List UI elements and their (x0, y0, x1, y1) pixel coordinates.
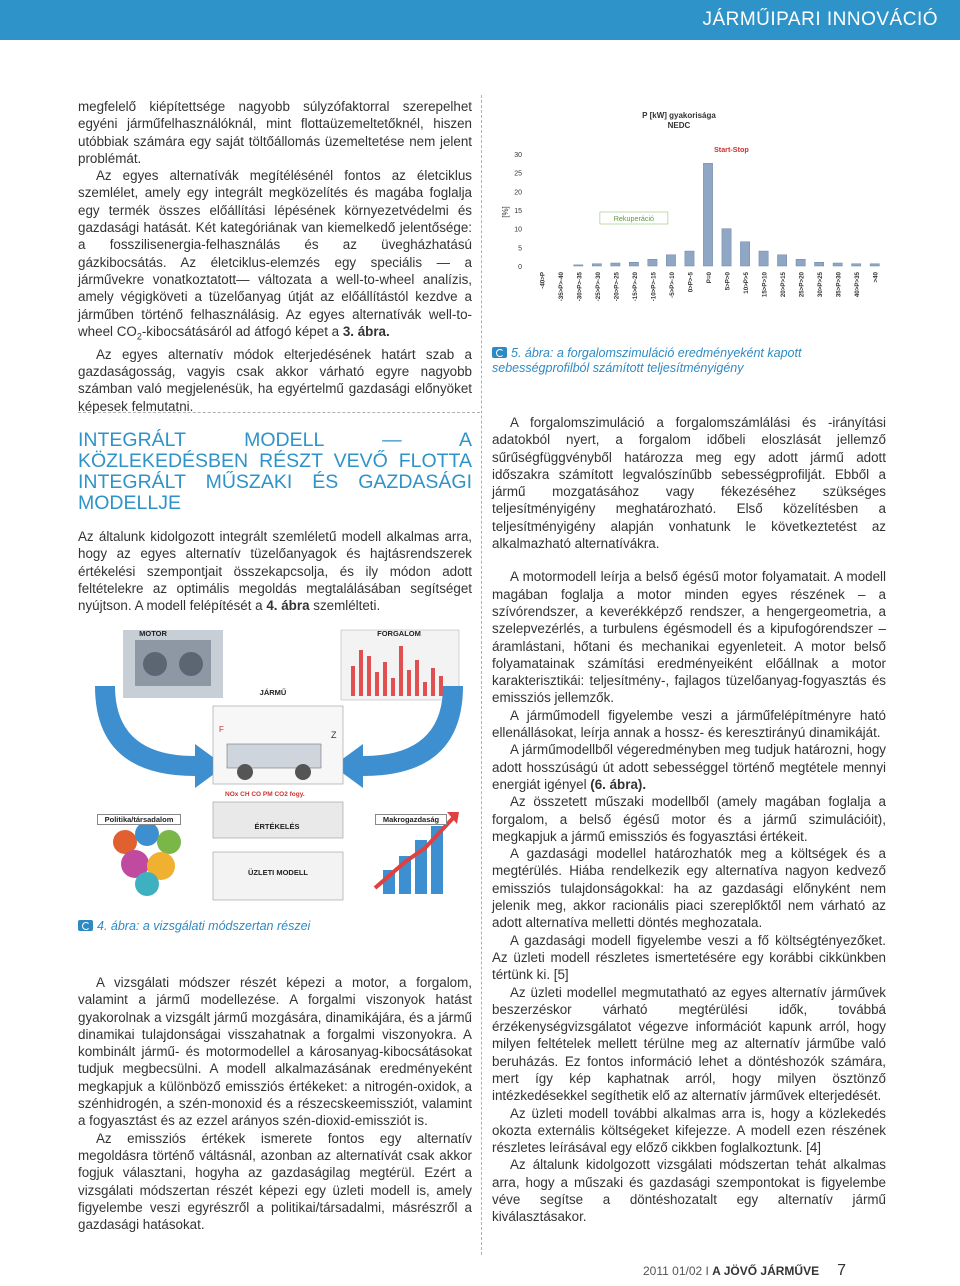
chart-bar (852, 264, 861, 266)
section-title: JÁRMŰIPARI INNOVÁCIÓ (702, 9, 938, 30)
y-tick-label: 30 (514, 152, 522, 159)
x-tick-label: 15>P>10 (761, 272, 769, 298)
x-tick-label: 30>P>25 (817, 272, 825, 298)
x-tick-label: -5>P>-10 (668, 272, 676, 298)
x-tick-label: 5>P>0 (724, 272, 732, 291)
x-tick-label: -20>P>-25 (613, 272, 621, 302)
y-tick-label: 25 (514, 170, 522, 178)
annotation-recuperation: Rekuperáció (613, 214, 655, 223)
figure-4 (95, 626, 463, 910)
chart-bar (796, 259, 805, 266)
emission-labels: NOx CH CO PM CO2 fogy. (225, 791, 305, 798)
left-paragraph-5: A vizsgálati módszer részét képezi a motor, a forgalom, valamint a jármű modellezése. A forgalmi viszonyok hatást gyakorolnak a vizsgált jármű mozgására, dinamikájára, és a jármű dinamikai tulajdonságai visszahatnak a forgalmi viszonyokra. A kombinált jármű- és motormodellel a károsanyag-kibocsátásokat tudjuk megbecsülni. A modell alkalmazásának eredményeként megkapjuk a különböző emissziós értékeket: a nitrogén-oxidok, a szénhidrogén, a szén-monoxid és a részecskeemissziót, valamint a fogyasztást és az ezzel arányos szén-dioxid-emissziót is. (78, 975, 472, 1129)
chart-bar (611, 263, 620, 266)
right-paragraph-3: A járműmodell figyelembe veszi a járműfelépítményre ható ellenállásokat, leírja annak a hossz- és keresztirányú dinamikáját. (492, 707, 886, 741)
x-tick-label: 35>P>30 (835, 272, 843, 298)
y-tick-label: 10 (514, 226, 522, 234)
chart-bar (648, 259, 657, 266)
right-paragraph-10: Az általunk kidolgozott vizsgálati módszertan tehát alkalmas arra, hogy a műszaki és gazdasági szempontokat is figyelembe véve segítse a döntéshozatalt egy alternatív jármű kiválasztásakor. (492, 1157, 886, 1225)
chart-bar (815, 262, 824, 266)
right-paragraph-9: Az üzleti modell további alkalmas arra is, hogy a közlekedés okozta externális költségeket kifejezze. A modell ezen részének részletes leírásával egy előző cikkben foglalkoztunk. [4] (492, 1105, 886, 1156)
x-tick-label: 25>P>20 (798, 272, 806, 298)
chart-bar (722, 229, 731, 266)
x-tick-label: >40 (872, 272, 880, 283)
left-top-text (78, 98, 472, 415)
chart-bar (703, 163, 712, 266)
right-paragraph-8: Az üzleti modellel megmutatható az egyes alternatív járművek beszerzéskor várható megtérülési idők, továbbá érzékenységvizsgálatot végezve információt kapunk arról, hogy milyen feltételek mellett térülne meg az alternatív járműbe való beruházás. Ez fontos információ lehet a döntéshozók számára, mert így kép kaphatnak arról, hogy milyen ösztönző intézkedésekkel segíthetik elő az alternatív járművek elterjedését. (492, 984, 886, 1104)
evaluation-label: ÉRTÉKELÉS (254, 822, 300, 831)
chart-bar (870, 264, 879, 266)
y-tick-label: 20 (514, 189, 522, 197)
chart-bar (574, 265, 583, 266)
chart-bar (833, 263, 842, 266)
chart-bar (777, 255, 786, 266)
macro-label: Makrogazdaság (375, 814, 447, 825)
page-number: 7 (837, 1262, 846, 1279)
right-paragraph-7: A gazdasági modell figyelembe veszi a fő költségtényezőket. Az üzleti modell részletes ismertetésére egy korábbi cikkünkben tértünk ki. [5] (492, 932, 886, 983)
left-paragraph-2: Az egyes alternatívák megítélésénél fontos az életciklus szemlélet, amely egy integrált megközelítés és magába foglalja egy termék összes előállítási lépésének környezetvédelmi és gazdasági hatását. Két kategóriának van kiemelkedő jelentősége: a fosszilisenergia-felhasználás és az üvegházhatású gázkibocsátás. Az életciklus-elemzés egy speciális — a járművekre vonatkoztatott— változata a well-to-wheel analízis, amely végigköveti a tüzelőanyag útját az előállítástól kezdve a járműben történő felhasználásig. Az egyes alternatívák well-to-wheel $CO_2$-kibocsátásáról ad átfogó képet a 3. ábra. (78, 168, 472, 342)
left-paragraph-4: Az általunk kidolgozott integrált szemléletű modell alkalmas arra, hogy az egyes alternatív tüzelőanyagok és hajtásrendszerek értékelési szempontjait összekapcsolja, és ily módon adott feltételekre az optimális megoldás megtalálásában segítséget nyújtson. A modell felépítését a 4. ábra szemlélteti. (78, 529, 472, 614)
magazine-name: A JÖVŐ JÁRMŰVE (712, 1264, 820, 1278)
page-footer (643, 1262, 846, 1280)
x-tick-label: 0>P>-5 (687, 272, 695, 293)
right-paragraph-1: A forgalomszimuláció a forgalomszámlálási és -irányítási adatokból nyert, a forgalom időbeli eloszlását jellemző sűrűségfüggvényből határozza meg egy adott jármű adott időszakra számított legvalószínűbb sebességprofilját. Ebből a jármű mozgatásához vagy fékezéséhez szükséges teljesítményigény meghatározható. Első közelítésben a teljesítményigény alapján vonhatunk le következtetést az alkalmazható alternatívákra. (492, 415, 886, 552)
chart-title: P [kW] gyakorisága (642, 111, 716, 120)
chart-bar (666, 255, 675, 266)
politics-label: Politika/társadalom (97, 814, 181, 825)
figure-4-caption: 4. ábra: a vizsgálati módszertan részei (78, 919, 472, 934)
right-column-text (492, 414, 886, 1226)
svg-text:Z: Z (331, 730, 337, 740)
chart-bar (685, 251, 694, 266)
chart-bar (629, 262, 638, 266)
y-axis-label: [%] (501, 206, 510, 218)
business-model-label: ÜZLETI MODELL (248, 868, 308, 877)
right-paragraph-6: A gazdasági modellel határozhatók meg a költségek és a megtérülés. Hiába rendelkezik egy alternatíva nagyon kedvező emissziós tulajdonságokkal: ha az gazdasági előnyként nem jelenik meg, akkor racionális piaci szereplőktől nem várható az adott alternatíva melletti döntés meghozatala. (492, 846, 886, 931)
svg-text:F: F (219, 725, 224, 734)
power-frequency-chart (492, 104, 892, 346)
figure-icon (492, 347, 507, 358)
traffic-label: FORGALOM (377, 629, 421, 638)
x-tick-label: 10>P>5 (743, 272, 751, 294)
left-paragraph-3: Az egyes alternatív módok elterjedésének határt szab a gazdaságosság, vagyis csak akkor várható egyre nagyobb számban való megjelenésük, ha egyértelmű gazdasági előnyöket képesek felmutatni. (78, 346, 472, 414)
x-tick-label: -35>P>-40 (557, 272, 565, 302)
left-section (78, 430, 472, 614)
left-paragraph-6: Az emissziós értékek ismerete fontos egy alternatív megoldásra történő váltásnál, azonban az alternatívát csak akkor fogjuk választani, hogyha az gazdaságilag megtérül. Ezért a vizsgálati módszertan részét képezi egy üzleti modell is, amely figyelembe veszi egyrészről a politikai/társadalmi, másrészről a gazdasági hatásokat. (78, 1130, 472, 1233)
x-tick-label: -15>P>-20 (631, 272, 639, 302)
left-bottom-text (78, 974, 472, 1233)
annotation-start-stop: Start-Stop (714, 145, 749, 154)
figure-5 (492, 104, 892, 346)
header-bar (0, 0, 960, 40)
section-heading: INTEGRÁLT MODELL — A KÖZLEKEDÉSBEN RÉSZT VEVŐ FLOTTA INTEGRÁLT MŰSZAKI ÉS GAZDASÁGI MODELLJE (78, 429, 472, 514)
vehicle-label: JÁRMŰ (259, 688, 287, 697)
x-tick-label: -25>P>-30 (594, 272, 602, 302)
figure-icon (78, 920, 93, 931)
chart-subtitle: NEDC (667, 121, 691, 130)
y-tick-label: 15 (514, 208, 522, 215)
column-divider (481, 95, 482, 1255)
chart-bar (740, 242, 749, 266)
y-tick-label: 5 (518, 245, 522, 253)
x-tick-label: -10>P>-15 (650, 272, 658, 302)
chart-bar (759, 251, 768, 266)
x-tick-label: -30>P>-35 (576, 272, 584, 302)
chart-bar (592, 264, 601, 266)
figure-5-caption: 5. ábra: a forgalomszimuláció eredményeként kapott sebességprofilból számított teljesítményigény (492, 346, 802, 375)
right-paragraph-5: Az összetett műszaki modellből (amely magában foglalja a forgalom, a belső égésű motor és a jármű szimulációit), megkapjuk a jármű emissziós és fogyasztási értékeit. (492, 794, 886, 844)
y-tick-label: 0 (518, 264, 522, 271)
x-tick-label: P=0 (706, 272, 713, 284)
motor-label: MOTOR (139, 629, 167, 638)
right-paragraph-2: A motormodell leírja a belső égésű motor folyamatait. A modell magában foglalja a motor minden egyes részének – a szívórendszer, a keverékképző rendszer, a hengergeometria, a szelepvezérlés, a turbulens égésmodell és a kipufogórendszer – áramlástani, hőtani és mechanikai egyenleteit. A motor belső folyamatainak számítási eredményeiként előállnak a motor karakterisztikái: teljesítmény-, fajlagos tüzelőanyag-fogyasztás és emissziós jellemzők. (492, 569, 886, 706)
x-tick-label: -40>P (539, 272, 547, 289)
right-paragraph-4: A járműmodellből végeredményben meg tudjuk határozni, hogy adott hosszúságú út adott sebességgel történő megtétele mennyi energiát igényel (6. ábra). (492, 742, 886, 792)
left-paragraph-1: megfelelő kiépítettsége nagyobb súlyzófaktorral szerepelhet egyéni járműfelhasználóknál, mint flottaüzemeltetőknél, hiszen utóbbiak számára egy saját töltőállomás üzemeltetése nem jelent problémát. (78, 99, 472, 166)
x-tick-label: 40>P>35 (854, 272, 862, 298)
x-tick-label: 20>P>15 (780, 272, 788, 298)
issue-label: 2011 01/02 I (643, 1264, 713, 1278)
